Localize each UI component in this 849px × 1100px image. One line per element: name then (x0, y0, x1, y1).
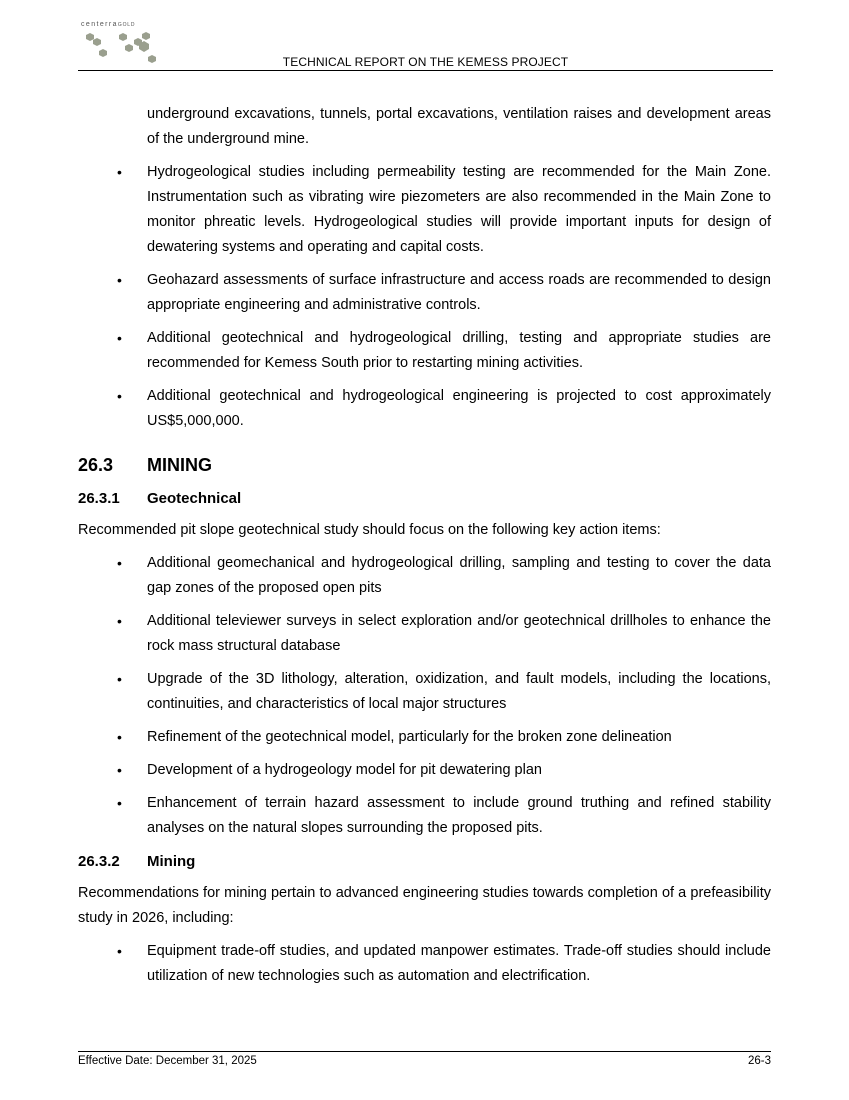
list-item: • Development of a hydrogeology model for pit dewatering plan (78, 758, 771, 783)
bullet-list-hydrogeology (78, 160, 771, 434)
geotechnical-intro: Recommended pit slope geotechnical study should focus on the following key action items: (78, 522, 661, 538)
list-item: • Hydrogeological studies including permeability testing are recommended for the Main Zone. Instrumentation such as vibrating wire piezometers are also recommended in the Main Zone to monitor phreatic levels. Hydrogeological studies will provide important inputs for design of dewatering systems and operating and capital costs. (78, 160, 771, 260)
company-logo-text: centerraGOLD (81, 21, 136, 28)
subsection-heading-mining: 26.3.2 Mining (78, 853, 196, 870)
list-item: • Additional televiewer surveys in select exploration and/or geotechnical drillholes to enhance the rock mass structural database (78, 609, 771, 659)
page-number: 26-3 (747, 1055, 771, 1067)
bullet-list-geotechnical (78, 551, 771, 841)
list-item: • Additional geomechanical and hydrogeological drilling, sampling and testing to cover the data gap zones of the proposed open pits (78, 551, 771, 601)
list-item: • Enhancement of terrain hazard assessment to include ground truthing and refined stability analyses on the natural slopes surrounding the proposed pits. (78, 791, 771, 841)
subsection-heading-geotechnical: 26.3.1 Geotechnical (78, 490, 242, 507)
continued-bullet-text: underground excavations, tunnels, portal excavations, ventilation raises and development areas of the underground mine. (147, 106, 771, 147)
page-footer (78, 1051, 771, 1067)
list-item: • Equipment trade-off studies, and updated manpower estimates. Trade-off studies should include utilization of new technologies such as automation and electrification. (78, 939, 771, 989)
effective-date: Effective Date: December 31, 2025 (78, 1055, 257, 1067)
list-item: • Additional geotechnical and hydrogeological engineering is projected to cost approximately US$5,000,000. (78, 384, 771, 434)
section-heading-mining: 26.3 MINING (78, 455, 212, 475)
mining-intro: Recommendations for mining pertain to advanced engineering studies towards completion of a prefeasibility study in 2026, including: (78, 885, 771, 926)
list-item: • Additional geotechnical and hydrogeological drilling, testing and appropriate studies are recommended for Kemess South prior to restarting mining activities. (78, 326, 771, 376)
page-header (78, 18, 773, 71)
bullet-list-mining (78, 939, 771, 989)
page-body (78, 102, 771, 997)
list-item: • Geohazard assessments of surface infrastructure and access roads are recommended to design appropriate engineering and administrative controls. (78, 268, 771, 318)
list-item: • Refinement of the geotechnical model, particularly for the broken zone delineation (78, 725, 771, 750)
report-title: TECHNICAL REPORT ON THE KEMESS PROJECT (282, 55, 569, 69)
list-item: • Upgrade of the 3D lithology, alteration, oxidization, and fault models, including the locations, continuities, and characteristics of local major structures (78, 667, 771, 717)
